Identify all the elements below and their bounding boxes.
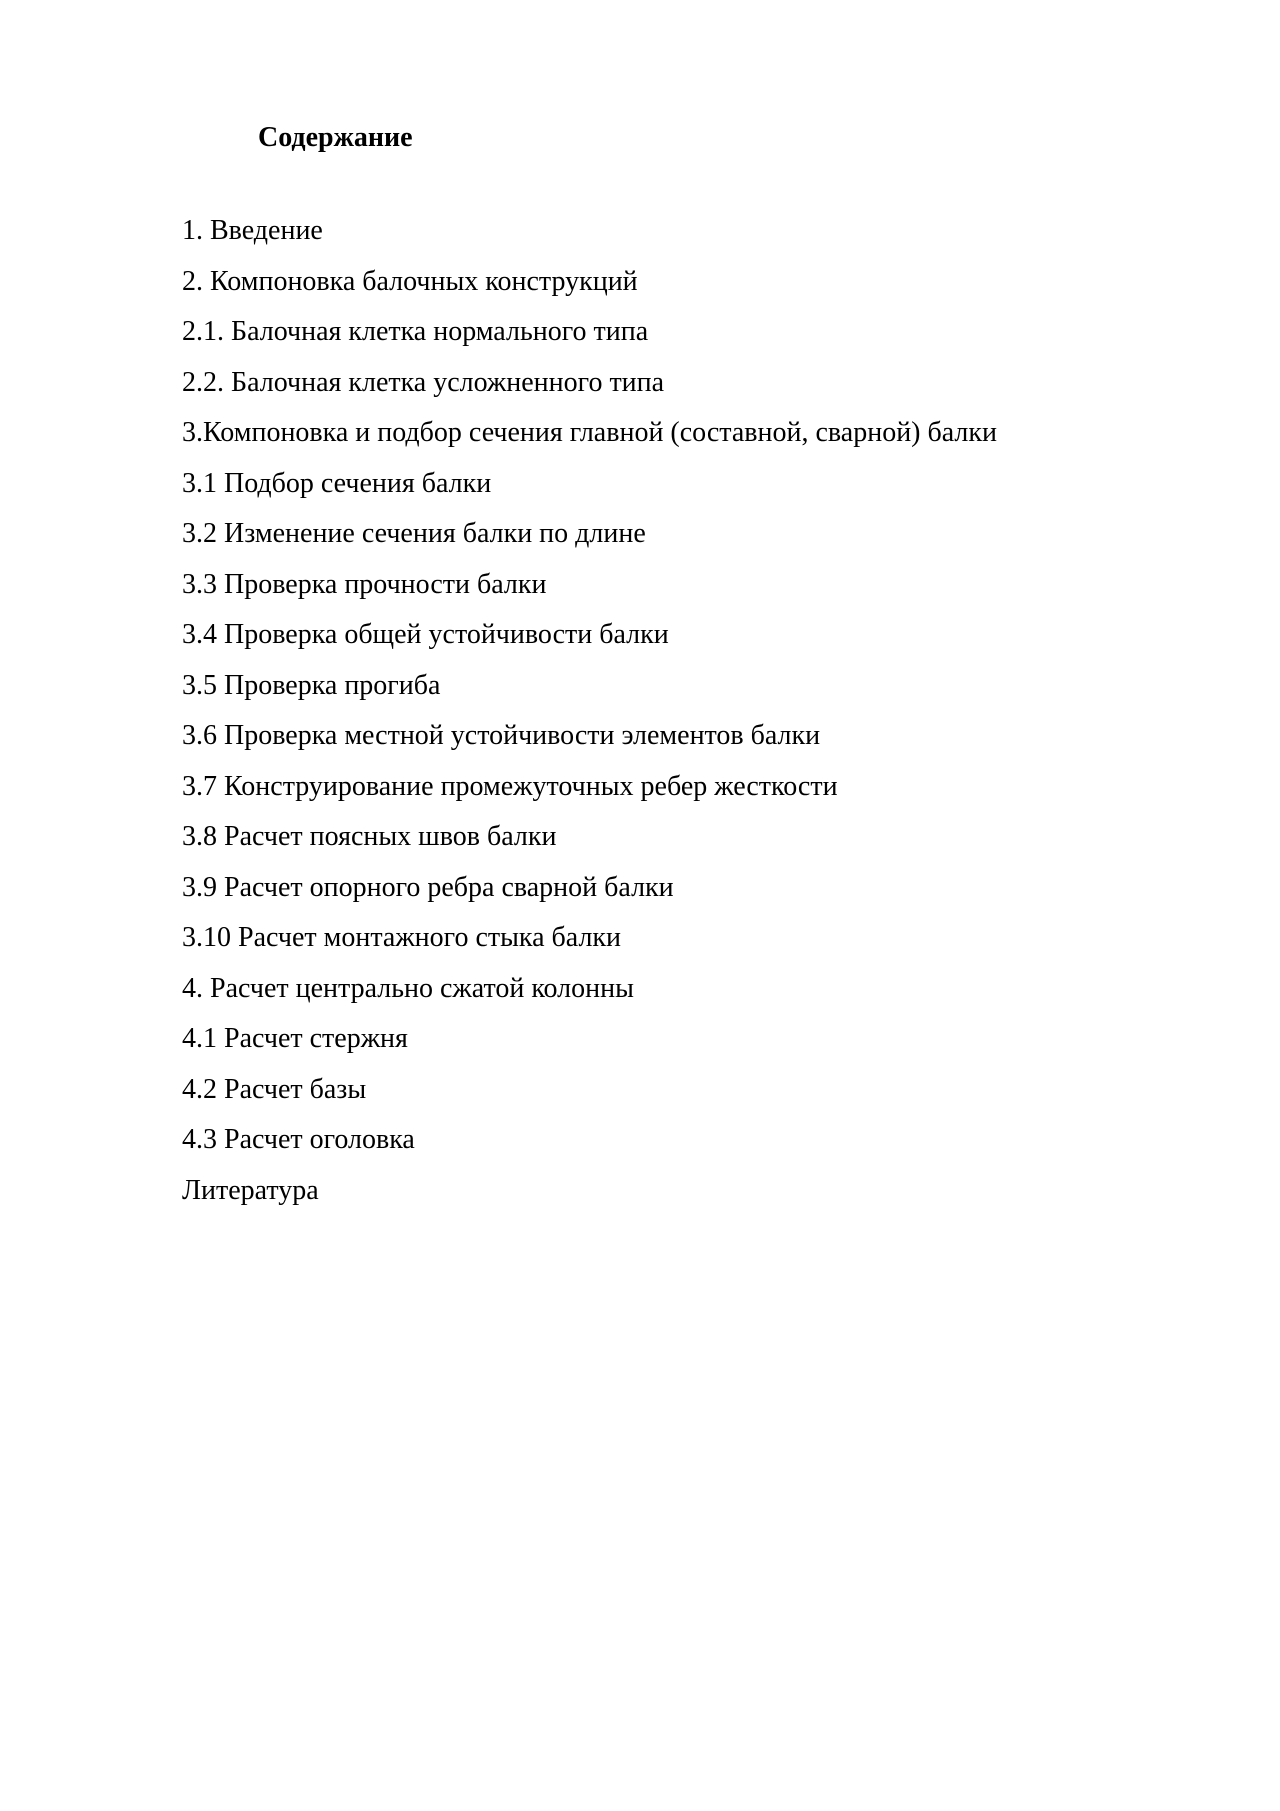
toc-item-normal-beam-cage: 2.1. Балочная клетка нормального типа xyxy=(182,316,649,347)
toc-item-stiffening-ribs: 3.7 Конструирование промежуточных ребер жесткости xyxy=(182,770,838,802)
toc-item-strength-check: 3.3 Проверка прочности балки xyxy=(182,568,547,600)
toc-item-column-shaft: 4.1 Расчет стержня xyxy=(182,1023,408,1054)
toc-item-local-stability: 3.6 Проверка местной устойчивости элементов балки xyxy=(182,720,821,751)
toc-item-overall-stability: 3.4 Проверка общей устойчивости балки xyxy=(182,619,669,650)
page-title: Содержание xyxy=(258,122,413,153)
toc-item-bearing-rib: 3.9 Расчет опорного ребра сварной балки xyxy=(182,871,674,903)
toc-item-beam-layout: 2. Компоновка балочных конструкций xyxy=(182,265,638,297)
toc-item-column: 4. Расчет центрально сжатой колонны xyxy=(182,972,634,1004)
toc-item-field-splice: 3.10 Расчет монтажного стыка балки xyxy=(182,922,622,953)
toc-item-complex-beam-cage: 2.2. Балочная клетка усложненного типа xyxy=(182,366,665,398)
toc-item-section-change: 3.2 Изменение сечения балки по длине xyxy=(182,518,646,549)
toc-item-flange-welds: 3.8 Расчет поясных швов балки xyxy=(182,821,557,852)
toc-item-section-selection: 3.1 Подбор сечения балки xyxy=(182,467,492,499)
table-of-contents xyxy=(182,206,997,1216)
toc-item-literature: Литература xyxy=(182,1174,319,1206)
toc-item-column-cap: 4.3 Расчет оголовка xyxy=(182,1124,415,1155)
toc-item-main-beam: 3.Компоновка и подбор сечения главной (составной, сварной) балки xyxy=(182,417,997,448)
toc-item-deflection-check: 3.5 Проверка прогиба xyxy=(182,669,441,701)
toc-item-introduction: 1. Введение xyxy=(182,215,323,246)
toc-item-column-base: 4.2 Расчет базы xyxy=(182,1073,367,1105)
